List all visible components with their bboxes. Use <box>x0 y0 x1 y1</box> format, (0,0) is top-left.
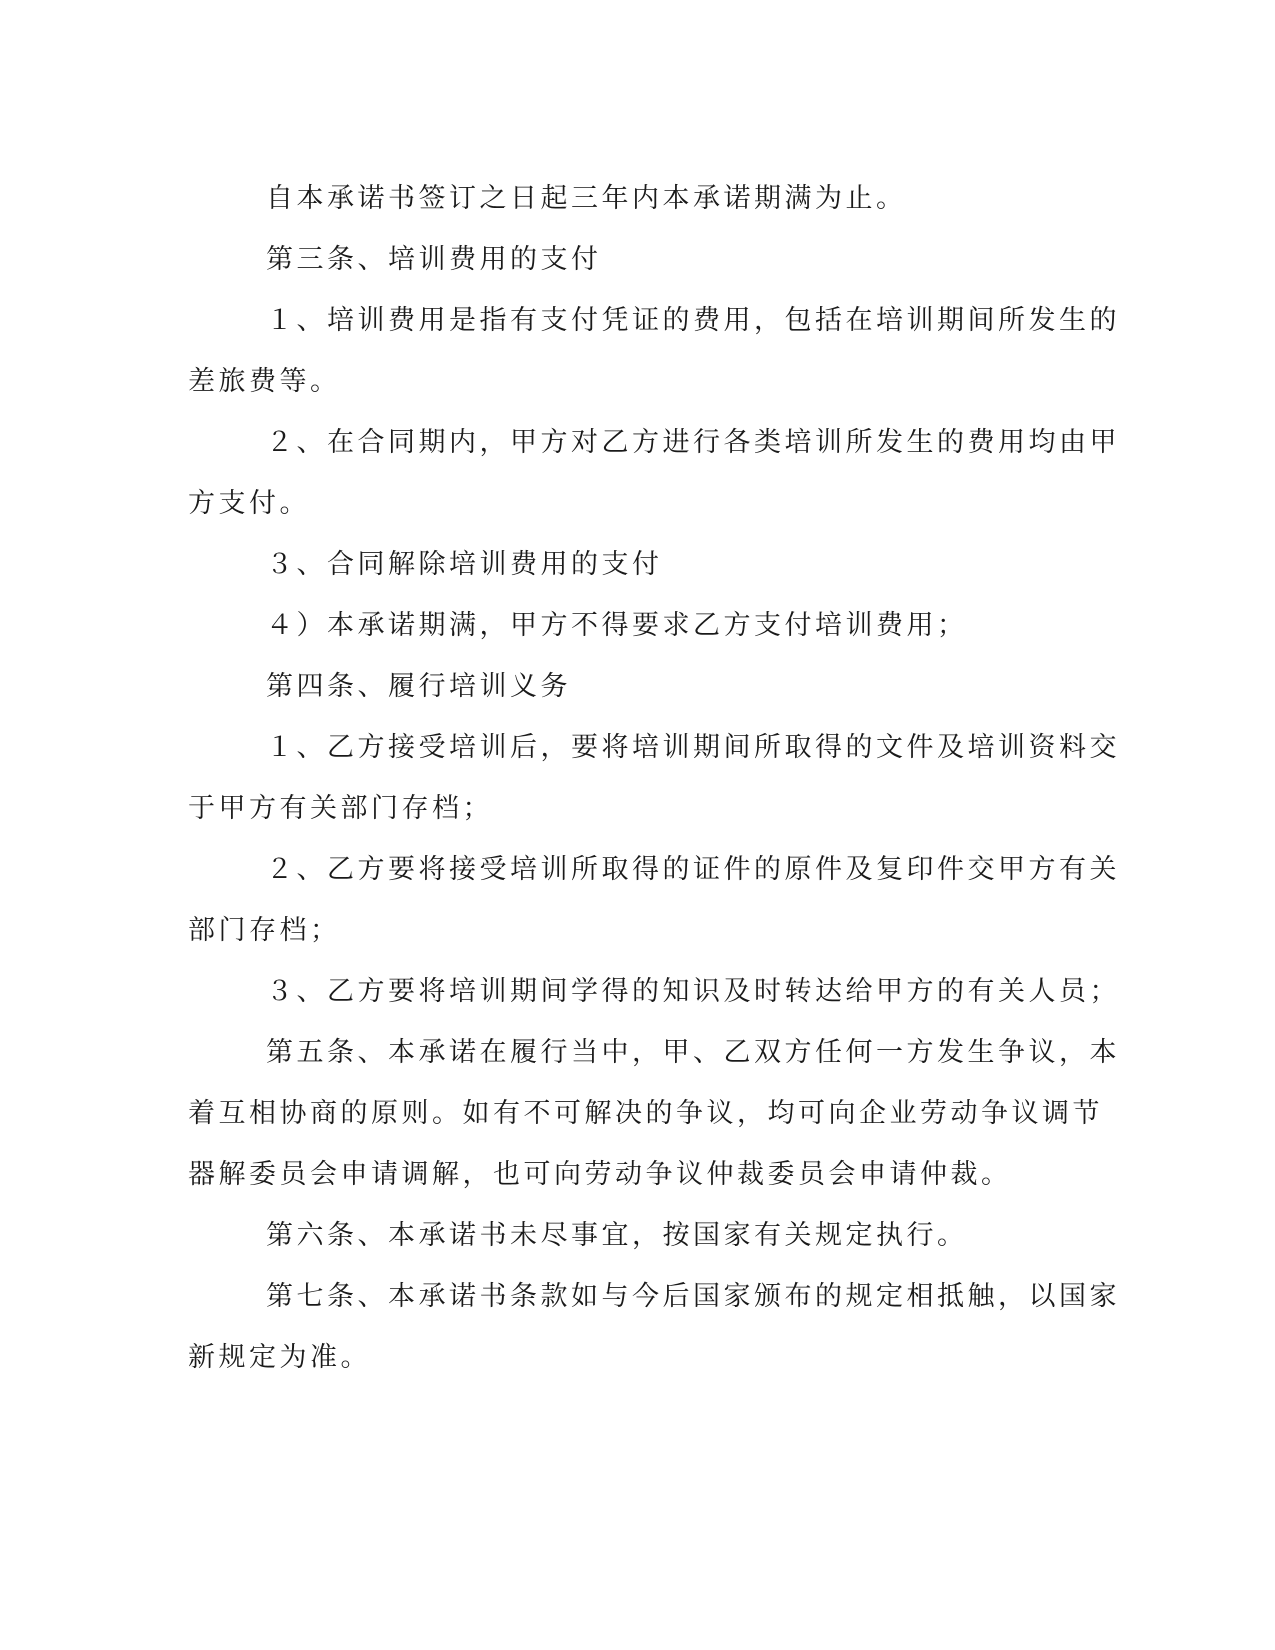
paragraph-line: ３、合同解除培训费用的支付 <box>266 549 663 580</box>
paragraph-line: ４）本承诺期满，甲方不得要求乙方支付培训费用； <box>266 610 968 641</box>
paragraph-term-period <box>188 168 1088 229</box>
paragraph-line: ２、在合同期内，甲方对乙方进行各类培训所发生的费用均由甲 <box>266 427 1120 458</box>
document-body <box>188 168 1120 1388</box>
paragraph-article-3-item-2 <box>188 412 1120 534</box>
heading-article-3 <box>188 229 1088 290</box>
paragraph-line: 第五条、本承诺在履行当中，甲、乙双方任何一方发生争议，本 <box>266 1037 1120 1068</box>
paragraph-article-3-item-3 <box>188 534 1088 595</box>
paragraph-line: 第七条、本承诺书条款如与今后国家颁布的规定相抵触，以国家 <box>266 1281 1120 1312</box>
paragraph-line: 方支付。 <box>188 488 310 519</box>
paragraph-article-7 <box>188 1266 1120 1388</box>
paragraph-line: 第四条、履行培训义务 <box>266 671 571 702</box>
paragraph-article-3-item-1 <box>188 290 1120 412</box>
paragraph-article-4-item-3 <box>188 961 1120 1022</box>
paragraph-line: 第六条、本承诺书未尽事宜，按国家有关规定执行。 <box>266 1220 968 1251</box>
paragraph-line: 于甲方有关部门存档； <box>188 793 493 824</box>
paragraph-line: 自本承诺书签订之日起三年内本承诺期满为止。 <box>266 183 907 214</box>
paragraph-article-3-item-4 <box>188 595 1088 656</box>
paragraph-line: 部门存档； <box>188 915 341 946</box>
paragraph-line: ２、乙方要将接受培训所取得的证件的原件及复印件交甲方有关 <box>266 854 1120 885</box>
paragraph-line: 新规定为准。 <box>188 1342 371 1373</box>
paragraph-line: 着互相协商的原则。如有不可解决的争议，均可向企业劳动争议调节 <box>188 1098 1103 1129</box>
paragraph-article-5 <box>188 1022 1120 1205</box>
paragraph-line: １、培训费用是指有支付凭证的费用，包括在培训期间所发生的 <box>266 305 1120 336</box>
paragraph-article-4-item-2 <box>188 839 1120 961</box>
heading-article-4 <box>188 656 1088 717</box>
paragraph-article-4-item-1 <box>188 717 1120 839</box>
paragraph-line: １、乙方接受培训后，要将培训期间所取得的文件及培训资料交 <box>266 732 1120 763</box>
paragraph-line: 差旅费等。 <box>188 366 341 397</box>
paragraph-line: ３、乙方要将培训期间学得的知识及时转达给甲方的有关人员； <box>266 976 1120 1007</box>
paragraph-line: 第三条、培训费用的支付 <box>266 244 602 275</box>
paragraph-article-6 <box>188 1205 1088 1266</box>
paragraph-line: 器解委员会申请调解，也可向劳动争议仲裁委员会申请仲裁。 <box>188 1159 1012 1190</box>
